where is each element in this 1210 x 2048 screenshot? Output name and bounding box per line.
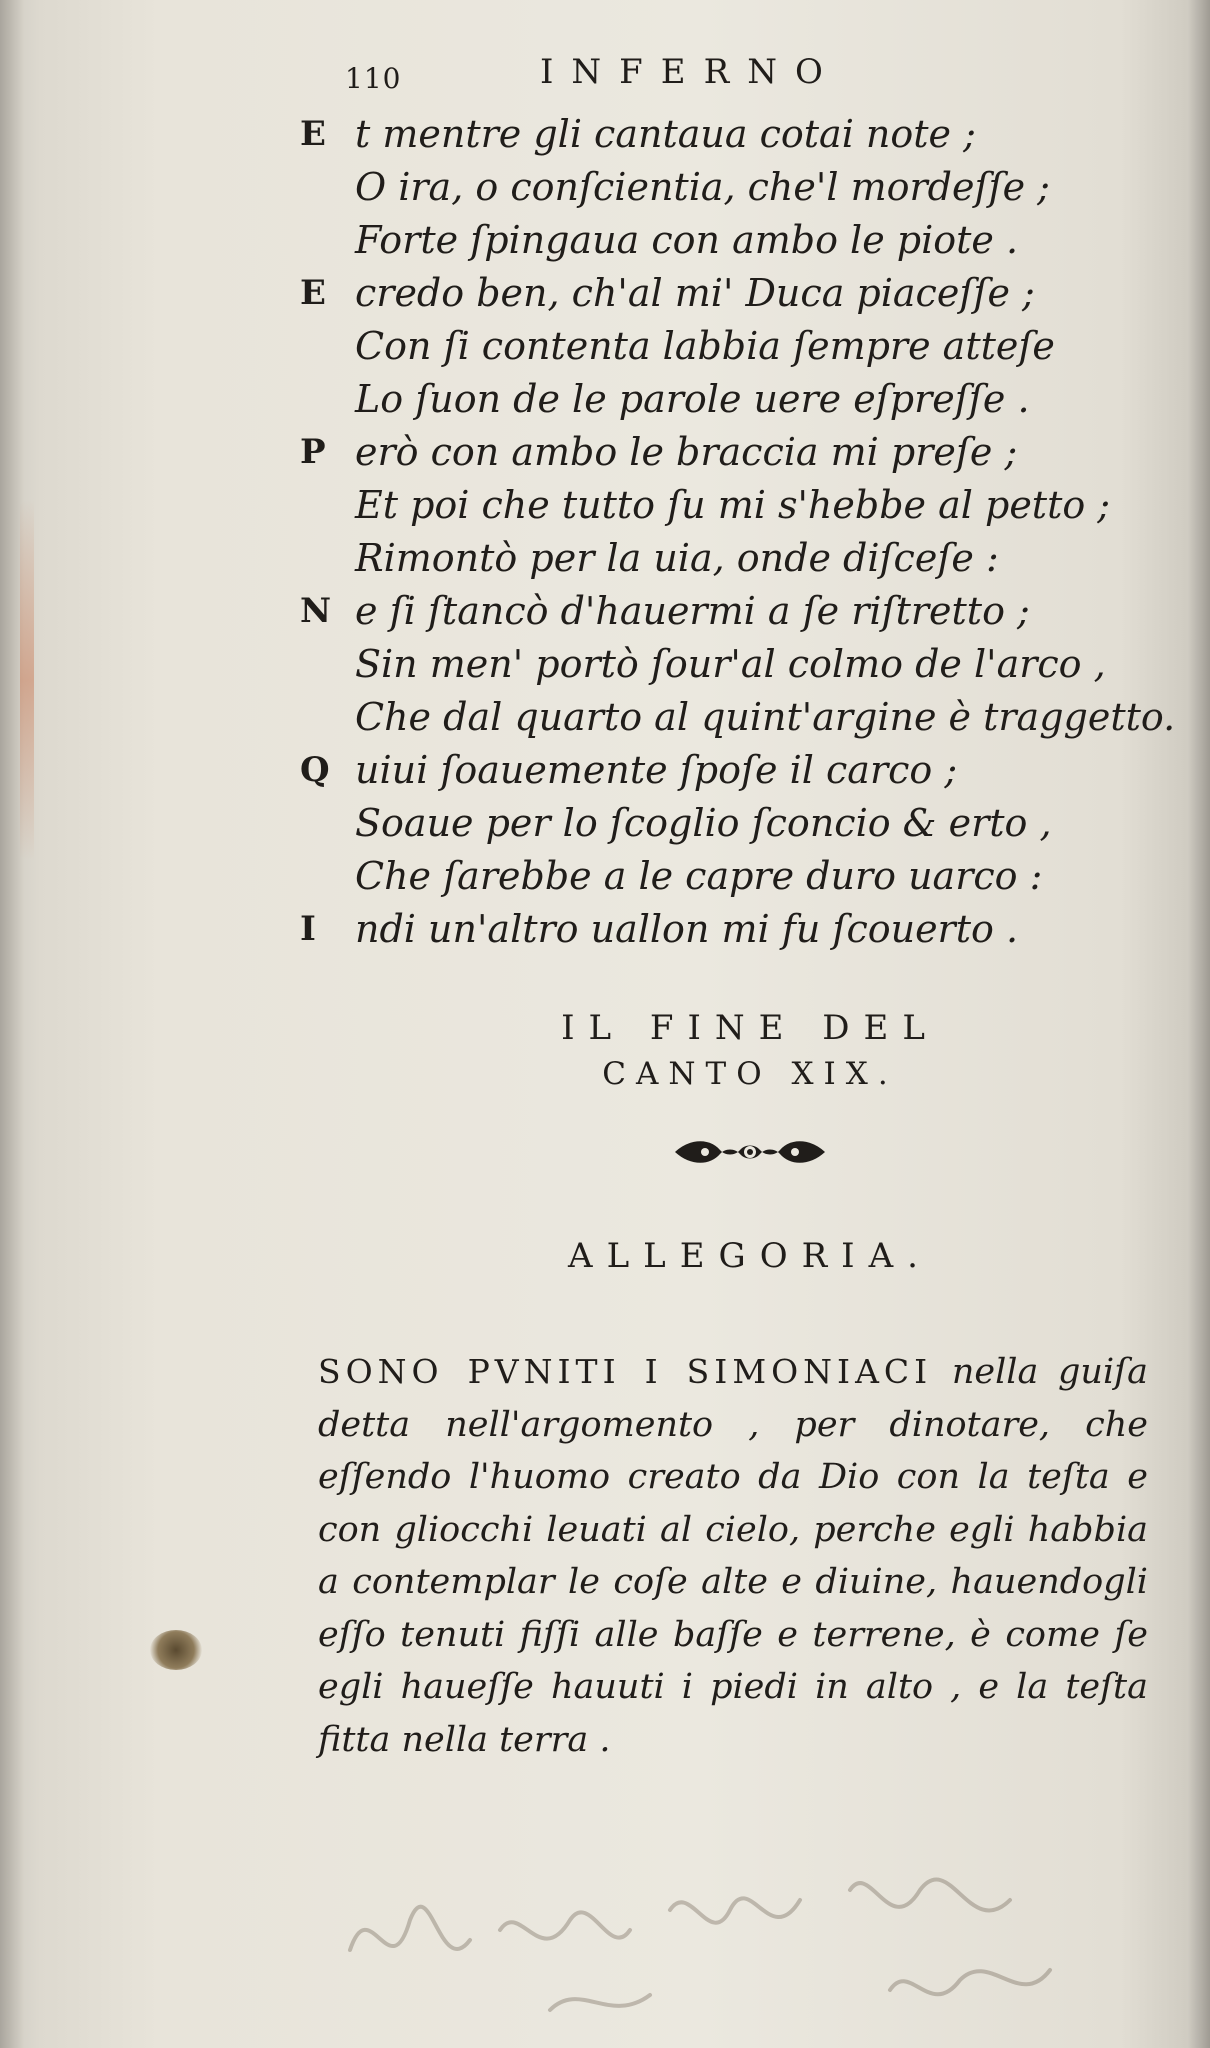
verse-line: [300, 850, 1160, 903]
verse-line: [300, 214, 1160, 267]
verse-text: Forte ſpingaua con ambo le piote .: [355, 218, 1019, 262]
paper-stain: [20, 500, 34, 860]
verse-line: [300, 691, 1176, 744]
verse-line: [300, 585, 1160, 638]
ink-smudge: [150, 1630, 202, 1670]
verse-text: Sin men' portò ſour'al colmo de l'arco ,: [355, 642, 1106, 686]
allegoria-title: ALLEGORIA.: [568, 1236, 932, 1276]
verse-text: Et poi che tutto ſu mi s'hebbe al petto ;: [355, 483, 1111, 527]
verse-text: credo ben, ch'al mi' Duca piaceſſe ;: [355, 271, 1035, 315]
verse-line: [300, 320, 1160, 373]
page-edge-left: [0, 0, 24, 2048]
stanza-initial: E: [300, 114, 326, 154]
verse-line: [300, 108, 1160, 161]
verse-text: erò con ambo le braccia mi preſe ;: [355, 430, 1018, 474]
canto-number: CANTO XIX.: [602, 1056, 898, 1092]
verse-line: [300, 426, 1160, 479]
stanza-initial: I: [300, 909, 316, 949]
verse-text: e ſi ſtancò d'hauermi a ſe riſtretto ;: [355, 589, 1030, 633]
verse-line: [300, 267, 1160, 320]
verse-text: Soaue per lo ſcoglio ſconcio & erto ,: [355, 801, 1052, 845]
stanza-initial: E: [300, 273, 326, 313]
verse-text: ndi un'altro uallon mi fu ſcouerto .: [355, 907, 1019, 951]
verse-text: Lo ſuon de le parole uere eſpreſſe .: [355, 377, 1030, 421]
printer-ornament: [340, 1130, 1160, 1178]
stanza-initial: Q: [300, 750, 330, 790]
verse-line: [300, 532, 1160, 585]
verse-line: [300, 797, 1160, 850]
verse-line: [300, 161, 1160, 214]
verse-line: [300, 744, 1160, 797]
allegoria-lead: SONO PVNITI I SIMONIACI: [318, 1352, 933, 1391]
verse-line: [300, 479, 1160, 532]
verse-text: O ira, o conſcientia, che'l mordeſſe ;: [355, 165, 1050, 209]
page-header: [300, 40, 1160, 100]
verse-line: [300, 638, 1160, 691]
verse-text: uiui ſoauemente ſpoſe il carco ;: [355, 748, 958, 792]
allegoria-paragraph: [318, 1346, 1148, 1766]
verse-line: [300, 373, 1160, 426]
verse-text: t mentre gli cantaua cotai note ;: [355, 112, 976, 156]
handwritten-annotation: [330, 1830, 1150, 2030]
fleuron-icon: [665, 1130, 835, 1174]
verse-block: [300, 108, 1176, 956]
allegoria-body: nella guiſa detta nell'argomento , per dinotare, che eſſendo l'huomo creato da Dio con la teſta e con gliocchi leuati al cielo, perche egli habbia a contemplar le coſe alte e diuine, hauendogli eſſo tenuti fiſſi alle baſſe e terrene, è come ſe egli haueſſe hauuti i piedi in alto , e la teſta fitta nella terra .: [318, 1352, 1148, 1760]
end-of-canto-title: IL FINE DEL: [561, 1008, 939, 1048]
verse-text: Rimontò per la uia, onde diſceſe :: [355, 536, 999, 580]
verse-line: [300, 903, 1160, 956]
verse-text: Con ſi contenta labbia ſempre atteſe: [355, 324, 1055, 368]
page-content: [300, 40, 1176, 1766]
page-number: 110: [345, 62, 402, 95]
page-edge-right: [1188, 0, 1210, 2048]
verse-text: Che ſarebbe a le capre duro uarco :: [355, 854, 1043, 898]
stanza-initial: P: [300, 432, 326, 472]
running-title: INFERNO: [540, 52, 841, 92]
stanza-initial: N: [300, 591, 332, 631]
verse-text: Che dal quarto al quint'argine è traggetto.: [355, 695, 1176, 739]
